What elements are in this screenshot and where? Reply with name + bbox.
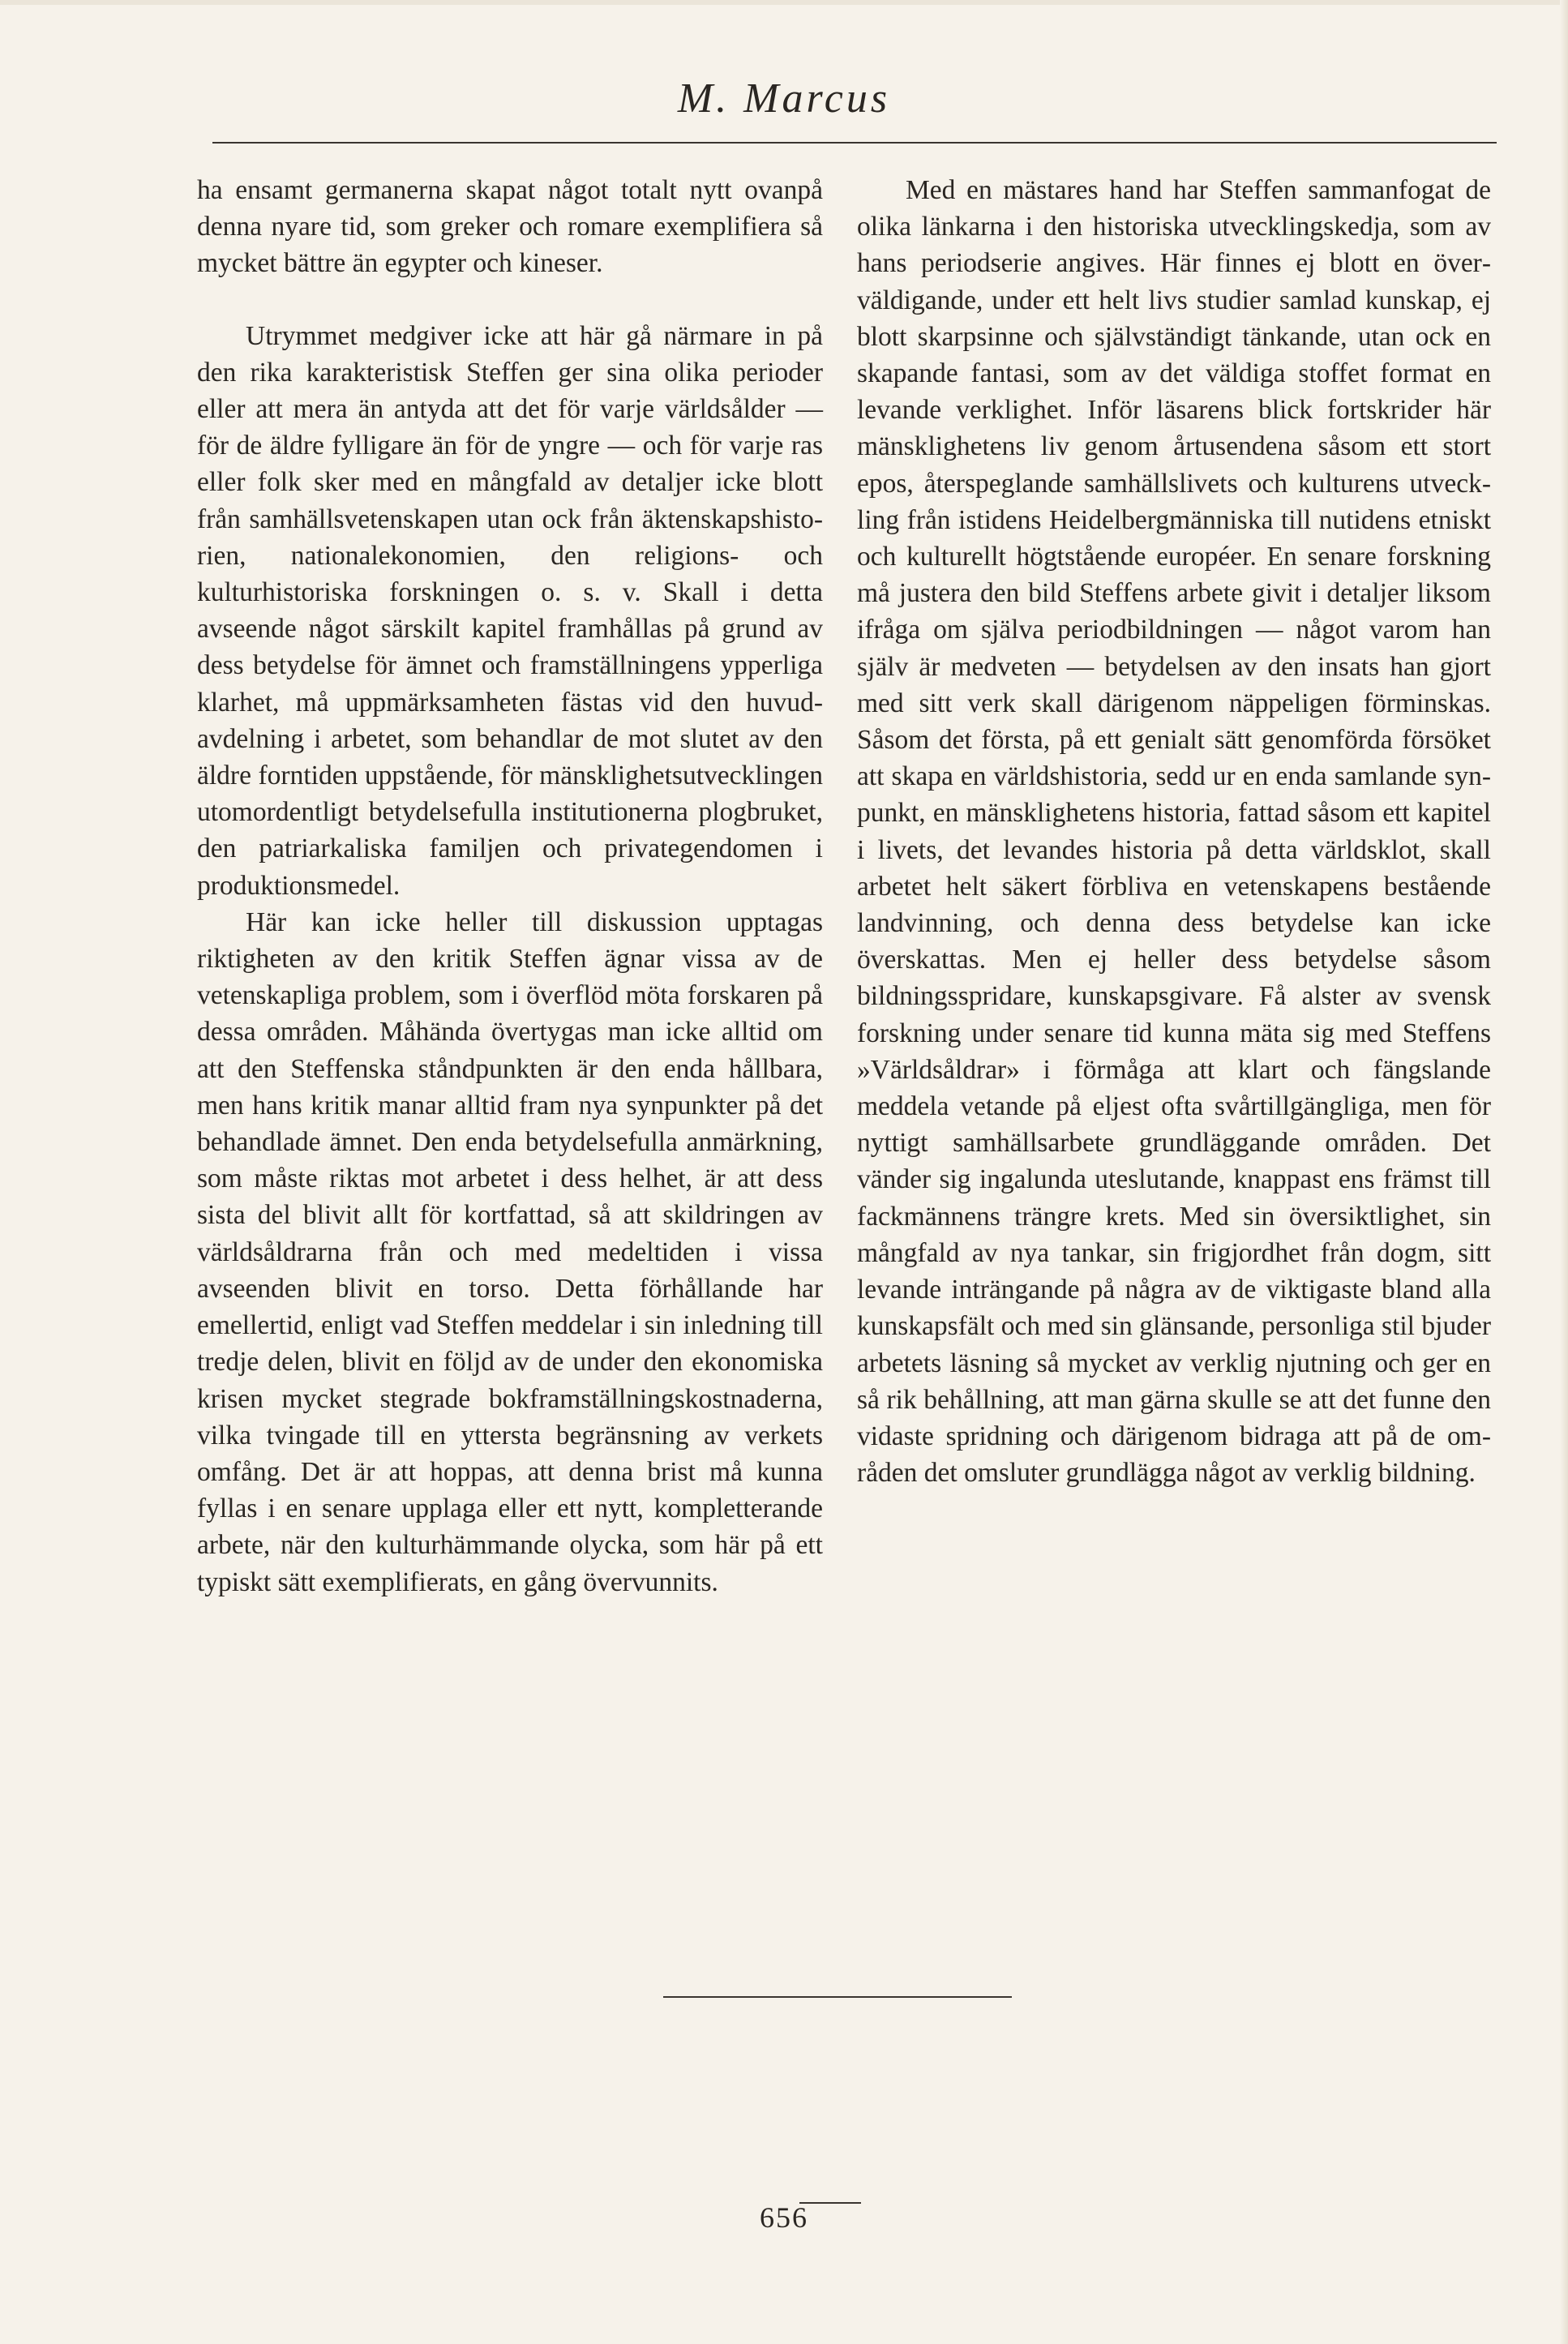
right-paragraph-1: Med en mästares hand har Steffen sammanfogat de olika länkarna i den historiska utvecklingskedja, som av hans periodserie angives. Här finnes ej blott en överväldigande, under ett helt livs studier samlad kunskap, ej blott skarpsinne och självständigt tänkande, utan ock en skapande fantasi, som av det väldiga stoffet format en levande verklighet. Inför läsarens blick fortskrider här mänsklighetens liv genom årtusendena såsom ett stort epos, återspeglande samhällslivets och kulturens utveckling från istidens Heidelbergmänniska till nutidens etniskt och kulturellt högtstående européer. En senare forskning må justera den bild Steffens arbete givit i detaljer liksom ifråga om själva periodbildningen — något varom han själv är medveten — betydelsen av den insats han gjort med sitt verk skall därigenom näppeligen förminskas. Såsom det första, på ett genialt sätt genomförda försöket att skapa en världshistoria, sedd ur en enda samlande synpunkt, en mänsklighetens historia, fattad såsom ett kapitel i livets, det levandes historia på detta världsklot, skall arbetet helt säkert förbliva en vetenskapens bestående landvinning, och denna dess betydelse kan icke överskattas. Men ej heller dess betydelse såsom bildningsspridare, kunskapsgivare. Få alster av svensk forskning under senare tid kunna mäta sig med Steffens »Världsåldrar» i förmåga att klart och fängslande meddela vetande på eljest ofta svårtillgängliga, men för nyttigt samhällsarbete grundläggande områden. Det vänder sig ingalunda uteslutande, knappast ens främst till fackmännens trängre krets. Med sin översiktlighet, sin mångfald av nya tankar, sin frigjordhet från dogm, sitt levande inträngande på några av de viktigaste bland alla kunskapsfält och med sin glänsande, personliga stil bjuder arbetets läsning så mycket av verklig njutning och ger en så rik behållning, att man gärna skulle se att det funne den vidaste spridning och därigenom bidraga att på de områden det omsluter grundlägga något av verklig bildning.: [857, 175, 1491, 1489]
page-number: 656: [760, 2201, 808, 2234]
page-shadow: [1560, 0, 1568, 2344]
header-rule: [212, 142, 1497, 144]
left-paragraph-3: Här kan icke heller till diskussion upptagas riktigheten av den kritik Steffen ägnar vissa av de vetenskapliga problem, som i överflöd möta forskaren på dessa områden. Måhända övertygas man icke alltid om att den Steffenska ståndpunkten är den enda hållbara, men hans kritik manar alltid fram nya synpunkter på det behandlade ämnet. Den enda betydelsefulla anmärkning, som måste riktas mot arbetet i dess helhet, är att dess sista del blivit allt för kortfattad, så att skildringen av världsåldrarna från och med medeltiden i vissa avseenden blivit en torso. Detta förhållande har emellertid, enligt vad Steffen meddelar i sin inledning till tredje delen, blivit en följd av de under den ekonomiska krisen mycket stegrade bokframställningskostnaderna, vilka tvingade till en yttersta begränsning av verkets omfång. Det är att hoppas, att denna brist må kunna fyllas i en senare upplaga eller ett nytt, kompletterande arbete, när den kulturhämmande olycka, som här på ett typiskt sätt exemplifierats, en gång övervunnits.: [197, 906, 823, 1597]
end-rule: [663, 1996, 1012, 1998]
left-paragraph-2: Utrymmet medgiver icke att här gå närmare in på den rika karakteristisk Steffen ger sina olika perioder eller att mera än antyda att det för varje världsålder — för de äldre fylligare än för de yngre — och för varje ras eller folk sker med en mångfald av detaljer icke blott från samhällsvetenskapen utan ock från äktenskapshistorien, nationalekonomien, den religions- och kulturhistoriska forskningen o. s. v. Skall i detta avseende något särskilt kapitel framhållas på grund av dess betydelse för ämnet och framställningens ypperliga klarhet, må uppmärksamheten fästas vid den huvudavdelning i arbetet, som behandlar de mot slutet av den äldre forntiden uppstående, för mänsklighetsutvecklingen utomordentligt betydelsefulla institutionerna plogbruket, den patriarkaliska familjen och privategendomen i produktionsmedel.: [197, 320, 823, 901]
page-edge: [0, 0, 1568, 5]
running-head: M. Marcus: [677, 75, 891, 122]
left-column: [197, 172, 823, 1601]
left-paragraph-1: ha ensamt germanerna skapat något totalt nytt ovanpå denna nyare tid, som greker och romare exemplifiera så mycket bättre än egypter och kineser.: [197, 175, 823, 279]
right-column: [857, 172, 1491, 1491]
